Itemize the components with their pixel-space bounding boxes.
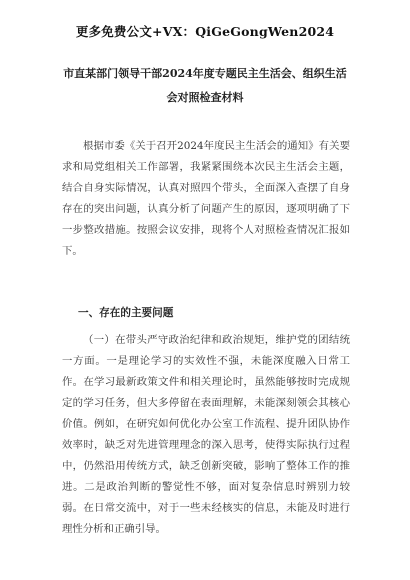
document-title-line-1: 市直某部门领导干部2024年度专题民主生活会、组织生活: [63, 67, 347, 80]
document-title-line-2: 会对照检查材料: [166, 91, 244, 104]
watermark-text: 更多免费公文+VX：QiGeGongWen2024: [75, 24, 335, 39]
section-heading: 一、存在的主要问题: [78, 307, 174, 319]
section-body-paragraph: （一）在带头严守政治纪律和政治规矩，维护党的团结统一方面。一是理论学习的实效性不强，未能深度融入日常工作。在学习最新政策文件和相关理论时，虽然能够按时完成规定的学习任务，但大多停留在表面理解，未能深刻领会其核心价值。例如，在研究如何优化办公室工作流程、提升团队协作效率时，缺乏对先进管理理念的深入思考，使得实际执行过程中，仍然沿用传统方式，缺乏创新突破，影响了整体工作的推进。二是政治判断的警觉性不够，面对复杂信息时辨别力较弱。在日常交流中，对于一些未经核实的信息，未能及时进行理性分析和正确引导。: [62, 334, 350, 535]
intro-paragraph: 根据市委《关于召开2024年度民主生活会的通知》有关要求和局党组相关工作部署，我紧紧围绕本次民主生活会主题，结合自身实际情况，认真对照四个带头，全面深入查摆了自身存在的突出问题，认真分析了问题产生的原因，逐项明确了下一步整改措施。按照会议安排，现将个人对照检查情况汇报如下。: [62, 140, 350, 257]
